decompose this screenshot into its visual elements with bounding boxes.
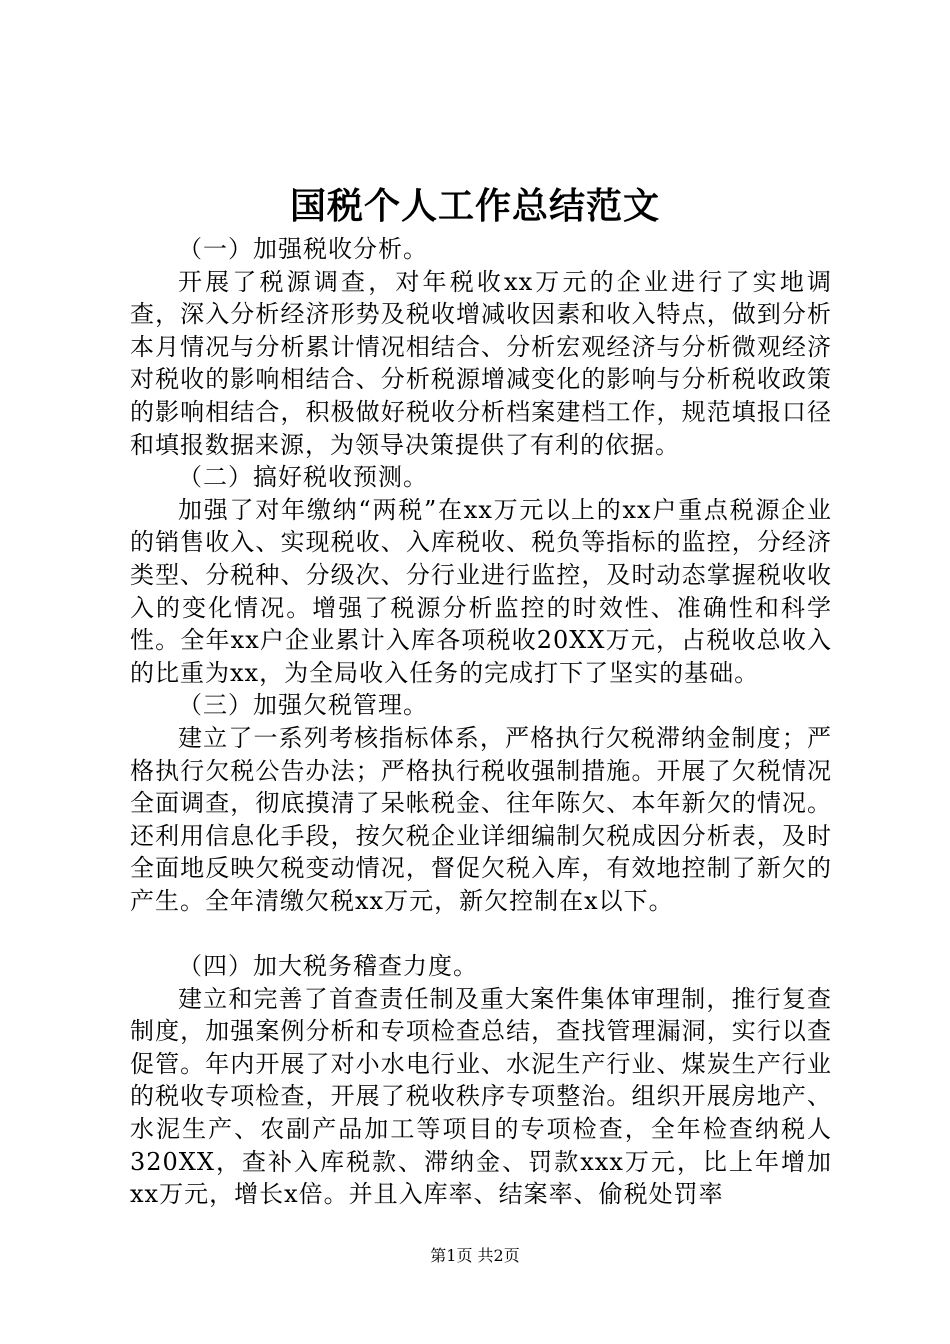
section-heading-2: （二）搞好税收预测。 bbox=[178, 463, 428, 492]
section-heading-1: （一）加强税收分析。 bbox=[178, 235, 428, 263]
section-paragraph-3: 建立了一系列考核指标体系，严格执行欠税滞纳金制度；严格执行欠税公告办法；严格执行税收强制措施。开展了欠税情况全面调查，彻底摸清了呆帐税金、往年陈欠、本年新欠的情况。还利用信息化手段，按欠税企业详细编制欠税成因分析表，及时全面地反映欠税变动情况，督促欠税入库，有效地控制了新欠的产生。全年清缴欠税xx万元，新欠控制在x以下。 bbox=[130, 723, 832, 915]
document-title: 国税个人工作总结范文 bbox=[289, 185, 660, 227]
section-heading-4: （四）加大税务稽查力度。 bbox=[178, 952, 478, 981]
blank-line bbox=[130, 917, 832, 950]
section-paragraph-4: 建立和完善了首查责任制及重大案件集体审理制，推行复查制度，加强案例分析和专项检查总结，查找管理漏洞，实行以查促管。年内开展了对小水电行业、水泥生产行业、煤炭生产行业的税收专项检查，开展了税收秩序专项整治。组织开展房地产、水泥生产、农副产品加工等项目的专项检查，全年检查纳税人320XX，查补入库税款、滞纳金、罚款xxx万元，比上年增加xx万元，增长x倍。并且入库率、结案率、偷税处罚率 bbox=[130, 984, 832, 1209]
page-footer: 第1页 共2页 bbox=[430, 1246, 520, 1265]
document-body bbox=[130, 233, 832, 1211]
section-paragraph-1: 开展了税源调查，对年税收xx万元的企业进行了实地调查，深入分析经济形势及税收增减收因素和收入特点，做到分析本月情况与分析累计情况相结合、分析宏观经济与分析微观经济对税收的影响相结合、分析税源增减变化的影响与分析税收政策的影响相结合，积极做好税收分析档案建档工作，规范填报口径和填报数据来源，为领导决策提供了有利的依据。 bbox=[130, 267, 832, 459]
section-heading-3: （三）加强欠税管理。 bbox=[178, 691, 428, 720]
section-paragraph-2: 加强了对年缴纳“两税”在xx万元以上的xx户重点税源企业的销售收入、实现税收、入库税收、税负等指标的监控，分经济类型、分税种、分级次、分行业进行监控，及时动态掌握税收收入的变化情况。增强了税源分析监控的时效性、准确性和科学性。全年xx户企业累计入库各项税收20XX万元，占税收总收入的比重为xx，为全局收入任务的完成打下了坚实的基础。 bbox=[130, 495, 832, 687]
